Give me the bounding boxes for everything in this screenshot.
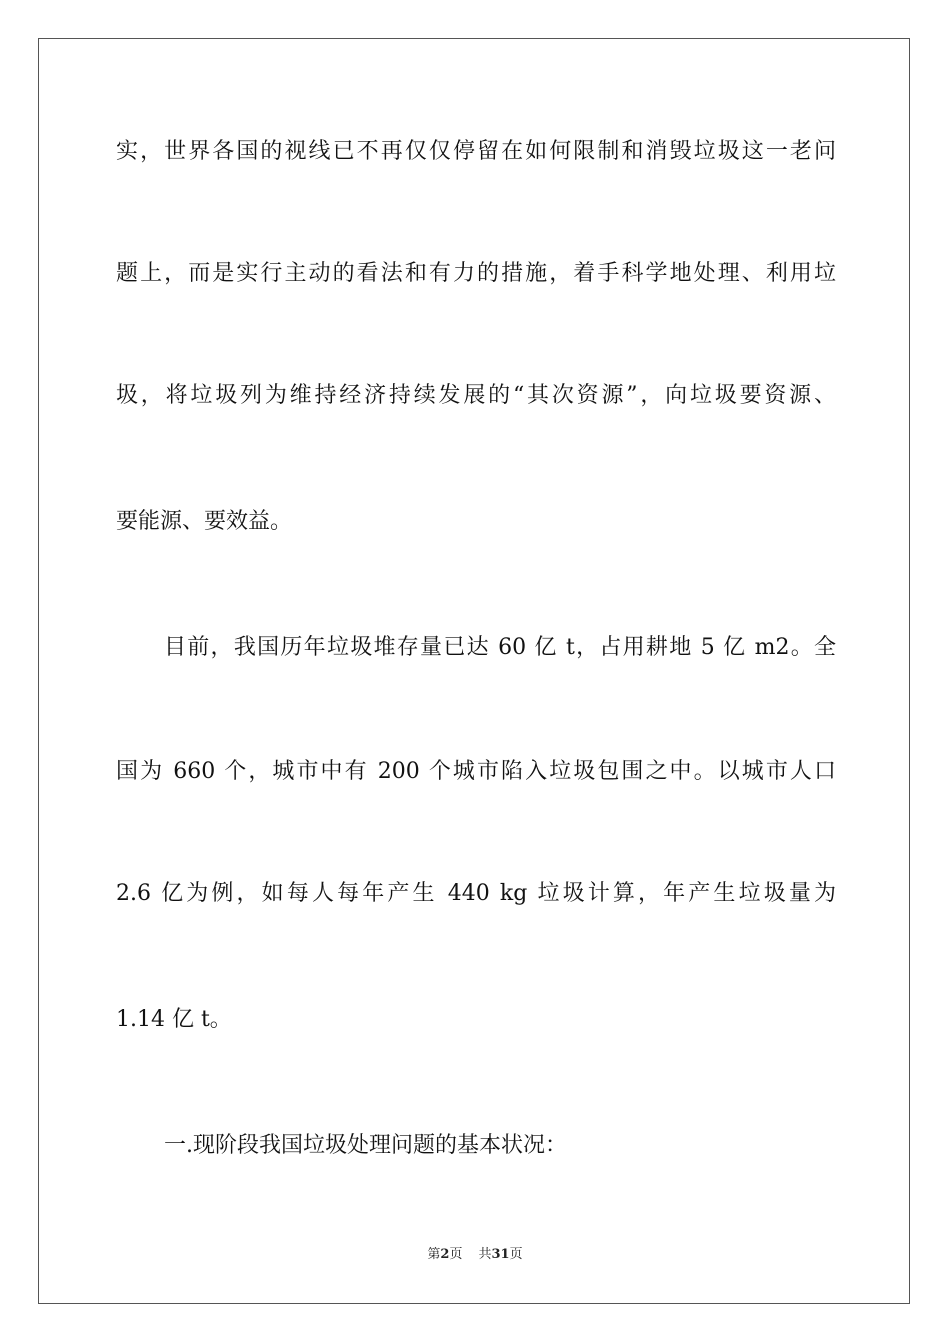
- text-line: 要能源、要效益。: [116, 509, 293, 534]
- text-line: 目前，我国历年垃圾堆存量已达 60 亿 t，占用耕地 5 亿 m2。全: [164, 635, 836, 660]
- text-line: 国为 660 个，城市中有 200 个城市陷入垃圾包围之中。以城市人口: [116, 759, 836, 784]
- total-suffix: 页: [509, 1247, 523, 1262]
- text-line: 实，世界各国的视线已不再仅仅停留在如何限制和消毁垃圾这一老问: [116, 139, 836, 164]
- text-line: 题上，而是实行主动的看法和有力的措施，着手科学地处理、利用垃: [116, 261, 836, 286]
- page-suffix: 页: [449, 1247, 463, 1262]
- text-line: 1.14 亿 t。: [116, 1007, 232, 1032]
- page-prefix: 第: [427, 1247, 441, 1262]
- text-line: 圾，将垃圾列为维持经济持续发展的“其次资源”，向垃圾要资源、: [116, 383, 836, 408]
- page-number: 2: [440, 1247, 450, 1262]
- total-prefix: 共: [478, 1247, 492, 1262]
- section-heading: 一.现阶段我国垃圾处理问题的基本状况：: [164, 1133, 567, 1158]
- page-footer: [0, 1246, 950, 1264]
- total-pages: 31: [491, 1247, 510, 1262]
- page-border: [38, 38, 910, 1304]
- text-line: 2.6 亿为例，如每人每年产生 440 kg 垃圾计算，年产生垃圾量为: [116, 881, 836, 906]
